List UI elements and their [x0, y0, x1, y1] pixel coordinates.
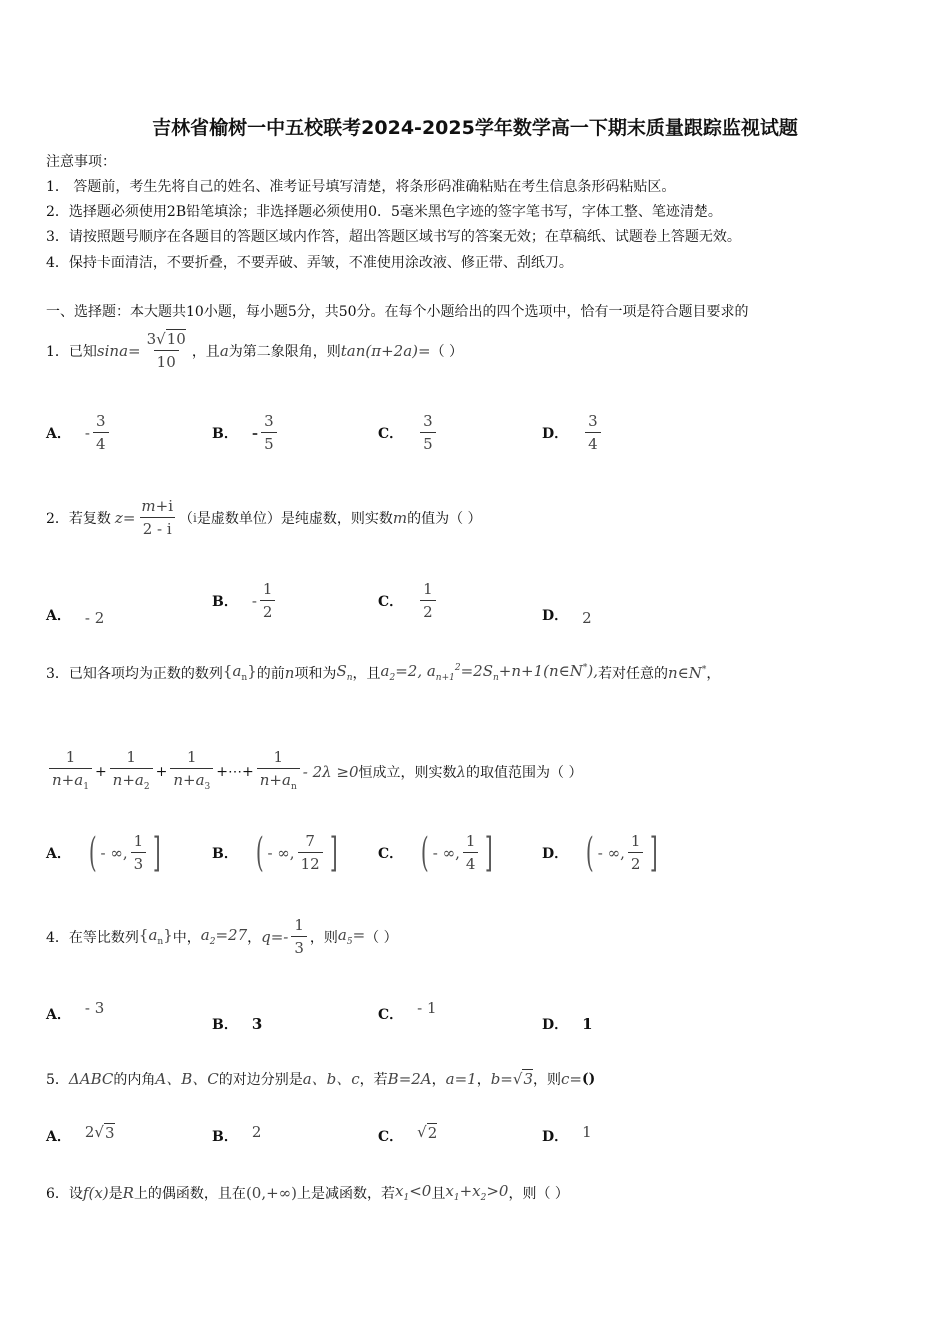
- question-2-number: 2．若复数: [46, 510, 111, 527]
- question-3: 3．已知各项均为正数的数列 $\{a_n\}$ 的前 n 项和为 $S_n$ ，且 $a_2=2$, $a_{n+1}^2=2S_n+n+1(n\in N^*)$, 若对任意的 n∈N* ，: [46, 662, 721, 683]
- q2-option-c[interactable]: C． $\frac{1}{2}$: [378, 580, 439, 621]
- q2-option-d[interactable]: D． 2: [542, 608, 592, 627]
- question-3-inequality: $\frac{1}{n+a_1}$ + $\frac{1}{n+a_2}$ + $\frac{1}{n+a_3}$ +⋯+ $\frac{1}{n+a_n}$ - 2λ ≥0 恒成立，则实数 λ 的取值范围为（ ）: [46, 748, 583, 796]
- notice-item-1: 1． 答题前，考生先将自己的姓名、准考证号填写清楚，将条形码准确粘贴在考生信息条形码粘贴区。: [46, 179, 676, 195]
- q1-tan-expr: tan(π+2a): [340, 341, 419, 360]
- q4-option-c[interactable]: C． - 1: [378, 999, 437, 1023]
- q1-option-b[interactable]: B． - $\frac{3}{5}$: [212, 412, 280, 453]
- question-1: 1．已知 sina = $\frac{3√10}{10}$ ，且 a 为第二象限角，则 tan(π+2a) = （ ）: [46, 330, 464, 371]
- q3-option-c[interactable]: C． ( - ∞, $\frac{1}{4}$ ]: [378, 829, 494, 876]
- q1-sin-expr: sina: [96, 341, 129, 360]
- notice-item-4: 4．保持卡面清洁，不要折叠，不要弄破、弄皱，不准使用涂改液、修正带、刮纸刀。: [46, 255, 573, 271]
- q4-option-b[interactable]: B． 3: [212, 1015, 263, 1033]
- q2-option-b[interactable]: B． - $\frac{1}{2}$: [212, 580, 278, 621]
- section-heading: 一、选择题：本大题共10小题，每小题5分，共50分。在每个小题给出的四个选项中，恰有一项是符合题目要求的: [46, 304, 749, 320]
- question-3-number: 3．已知各项均为正数的数列: [46, 665, 223, 682]
- q1-fraction: $\frac{3√10}{10}$: [146, 330, 186, 371]
- question-6-number: 6．设: [46, 1185, 83, 1202]
- q5-option-c[interactable]: C． √ 2: [378, 1123, 438, 1145]
- q2-fraction: $\frac{m+i}{2 - i}$: [141, 497, 174, 538]
- q1-option-a[interactable]: A． - $\frac{3}{4}$: [46, 412, 112, 453]
- q5-option-d[interactable]: D． 1: [542, 1123, 592, 1145]
- q5-option-a[interactable]: A． 2√ 3: [46, 1123, 115, 1145]
- q4-option-d[interactable]: D． 1: [542, 1015, 593, 1033]
- question-5: 5． ΔABC 的内角 A、B、C 的对边分别是 a、b、c ，若 B=2A ， a=1 ， b=√3 ，则 c= (): [46, 1069, 596, 1088]
- question-5-number: 5．: [46, 1071, 69, 1088]
- question-1-number: 1．已知: [46, 343, 97, 360]
- q5-option-b[interactable]: B． 2: [212, 1123, 262, 1145]
- q2-option-a[interactable]: A． - 2: [46, 608, 105, 627]
- notice-item-2: 2．选择题必须使用2B铅笔填涂；非选择题必须使用0．5毫米黑色字迹的签字笔书写，字体工整、笔迹清楚。: [46, 204, 722, 220]
- notice-heading: 注意事项：: [46, 154, 116, 170]
- q1-option-c[interactable]: C． $\frac{3}{5}$: [378, 412, 439, 453]
- q4-option-a[interactable]: A． - 3: [46, 999, 105, 1023]
- q3-recurrence: $a_2=2$, $a_{n+1}^2=2S_n+n+1(n\in N^*)$,: [380, 662, 599, 683]
- question-4: 4．在等比数列 $\{a_n\}$ 中， $a_2=27$ ， q=- $\frac{1}{3}$ ，则 $a_5=$ （ ）: [46, 916, 398, 957]
- question-4-number: 4．在等比数列: [46, 929, 139, 946]
- q3-option-d[interactable]: D． ( - ∞, $\frac{1}{2}$ ]: [542, 829, 659, 876]
- page-title: 吉林省榆树一中五校联考2024-2025学年数学高一下期末质量跟踪监视试题: [152, 117, 798, 139]
- q1-option-d[interactable]: D． $\frac{3}{4}$: [542, 412, 604, 453]
- question-6: 6．设 f(x) 是 R 上的偶函数，且在 (0,+∞) 上是减函数，若 $x_1<0$ 且 $x_1+x_2>0$ ，则（ ）: [46, 1182, 569, 1203]
- question-2: 2．若复数 z = $\frac{m+i}{2 - i}$ （ i 是虚数单位）是纯虚数，则实数 m 的值为（ ）: [46, 497, 482, 538]
- q3-option-a[interactable]: A． ( - ∞, $\frac{1}{3}$ ]: [46, 829, 161, 876]
- q3-option-b[interactable]: B． ( - ∞, $\frac{7}{12}$ ]: [212, 829, 338, 876]
- notice-item-3: 3．请按照题号顺序在各题目的答题区域内作答，超出答题区域书写的答案无效；在草稿纸、试题卷上答题无效。: [46, 229, 741, 245]
